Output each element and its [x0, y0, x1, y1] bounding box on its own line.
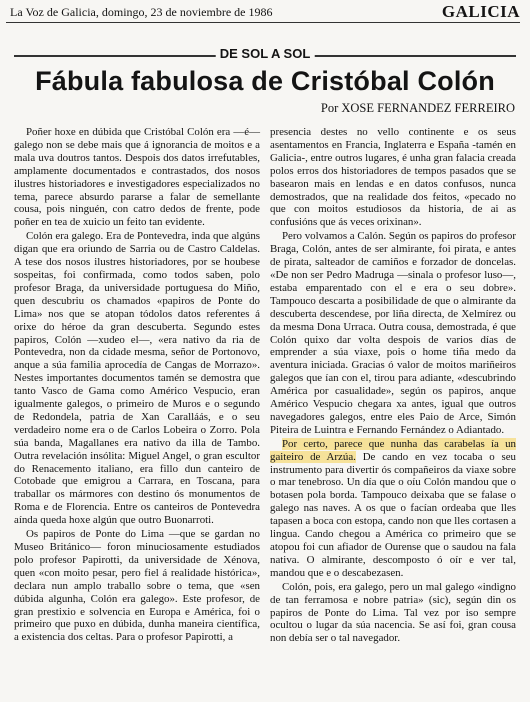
paragraph: Os papiros de Ponte do Lima —que se gardan no Museo Británico— foron minuciosamente estudiados polo profesor Papirotti, da universidade de Xénova, quen «con moito pesar, pero fiel á realidade histórica», declara nun amplo traballo sobre o tema, que «sen dúbida algunha, Colón era galego». Este profesor, de gran prestixio e solvencia en Europa e América, foi o primeiro que puxo en dúbida, dunha maneira científica, a existencia dos celtas. Para o profesor Papirotti, a [14, 528, 260, 644]
paragraph [270, 438, 516, 580]
article-column-right [270, 126, 516, 646]
highlighted-sentence: Por certo, parece que nunha das carabelas ía un gaiteiro de Arzúa. [270, 437, 516, 463]
article-title: Fábula fabulosa de Cristóbal Colón [35, 66, 495, 96]
paragraph: Poñer hoxe en dúbida que Cristóbal Colón era —é— galego non se debe mais que á ignorancia de moitos e a mala uva doutros tantos. Despois dos datos irrefutables, amplamente documentados e contrastados, dos nosos ilustres historiadores e investigadores especializados no tema, parece absurdo pararse a falar de semellante cousa, pois ninguén, con catro dedos de frente, pode poñer en tea de xuicio un feito tan evidente. [14, 126, 260, 229]
paragraph: Colón era galego. Era de Pontevedra, inda que algúns digan que era oriundo de Sarria ou de Castro Caldelas. A tese dos nosos ilustres historiadores, por se houbese sospeitas, foi confirmada, como todos saben, polo profesor Braga, da universidade portuguesa do Miño, quen descubriu os chamados «papiros de Ponte do Lima» nos que se atopan tódolos datos referentes á orixe do héroe da gran descuberta. Segundo estes papiros, Colón —xudeo el—, «era nativo da ria de Pontevedra, non da cidade mesma, señor de Portonovo, anque a súa familia aprocedía de Cangas de Morrazo». Nestes importantes documentos tamén se demostra que tanto Vasco de Gama como Américo Vespucio, eran igualmente galegos, o primeiro de Muros e o segundo de Redondela, patria de Xan Caralláás, e o seu verdadeiro nome era o de Carlos Lobeira o Zorro. Pola súa banda, Magallanes era nativo da illa de Tambo. Outra revelación insólita: Miguel Angel, o gran escultor do Renacemento italiano, era fillo dun canteiro de Cotobade que emigrou a Carrara, en Toscana, para traballar os mármores con destino ós monumentos de Roma e de Florencia. Entre os canteiros de Pontevedra aínda queda hoxe algún que outro Buonarroti. [14, 230, 260, 527]
article-column-left [14, 126, 260, 645]
paragraph-continuation: De cando en vez tocaba o seu instrumento para divertir ós compañeiros da viaxe sobre o mar tenebroso. Un día que o oíu Colón mandou que o botasen pola borda. Tampouco deixaba que se falase o galego nas naves. A os que o facían ordeaba que lles tapasen a boca con estopa, cando non que lles cortasen a lingua. Cando chegou a América co primeiro que se atopou foi cun afiador de Ourense que o saudou na fala nativa. O almirante, descomposto ó oír e ver tal, mandou que e o descabezasen. [270, 450, 516, 579]
paragraph: presencia destes no vello continente e os seus asentamentos en Francia, Inglaterra e España -tamén en Galicia-, entre outros lugares, é unha gran falacia creada polos erros dos historiadores de tempos pasados que se basearon mais en lendas e en datos confusos, nunca demostrados, que na realidade dos feitos, «pecado no que con moitos estudiosos da historia, de ai as confusións que ás veces orixinan». [270, 126, 516, 229]
header-rule [6, 22, 520, 23]
paragraph: Pero volvamos a Calón. Según os papiros do profesor Braga, Colón, antes de ser almirante, foi pirata, e antes de pirata, salteador de camiños e forzador de doncelas. «De non ser Pedro Madruga —sinala o profesor luso—, estaba emparentado con el e era o seu dobre». Tampouco descarta a posibilidade de que o almirante da descuberta descendese, por liña directa, de Xelmírez ou da mesma Dona Urraca. Outra cousa, demostrada, é que Colón quixo dar volta despois de varios días de emprender a súa viaxe, pois o home tiña medo da aventura iniciada. Gracias ó valor de moitos mariñeiros galegos que ían con el, tirou para adiante, «descubrindo América por casualidade», según os papiros, anque Américo Vespucio chegara xa antes, igual que outros navegadores galegos, entre eles Paio de Arce, Simón Piteira de Luintra e Fernando Fernández o Adiantado. [270, 230, 516, 436]
section-name: GALICIA [441, 2, 520, 21]
kicker-label: DE SOL A SOL [216, 46, 315, 61]
newspaper-header [10, 4, 520, 20]
paragraph: Colón, pois, era galego, pero un mal galego «indigno de tan ferramosa e nobre patria» (sic), según din os papiros de Ponte do Lima. Tal vez por iso sempre ocultou o lugar da súa nacencia. Se así foi, gran cousa non debía ser o tal navegador. [270, 580, 516, 645]
section-kicker [0, 48, 530, 62]
article-byline: Por XOSE FERNANDEZ FERREIRO [320, 101, 515, 115]
paper-date-line: La Voz de Galicia, domingo, 23 de noviembre de 1986 [10, 5, 273, 19]
